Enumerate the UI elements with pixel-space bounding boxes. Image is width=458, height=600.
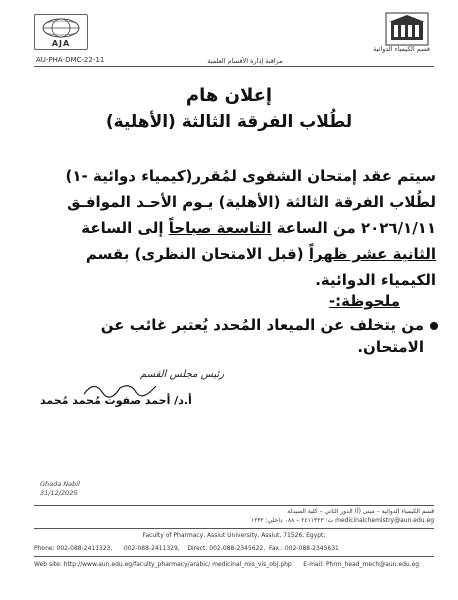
header-divider [34,66,434,67]
footer-arabic-address: قسم الكيمياء الدوائية – مبنى (أ) الدور الثاني – كلية الصيدلة [287,508,434,515]
footer-website[interactable]: Web site: http://www.aun.edu.eg/faculty_pharmacy/arabic/ medicinal_mis_vis_obj.php [34,561,292,568]
end-time: الثانية عشر ظهراً [308,245,436,263]
bullet-icon [430,322,438,330]
signatory-name: أ.د/ أحمد صفوت مُحمد مُحمد [40,394,192,407]
body-line-5: الكيمياء الدوائية. [315,271,436,289]
qa-unit-label: مراقبة إدارة الأقسام العلمية [207,57,283,65]
writer-date: 31/12/2025 [40,489,78,497]
aja-logo-text: AJA [51,38,71,48]
note-text: من يتخلف عن الميعاد المُحدد يُعتبر غائب عن الامتحان. [100,316,424,356]
footer-email[interactable]: E-mail: Phrm_head_mech@aun.edu.eg [303,561,420,568]
department-name: قسم الكيمياء الدوائية [373,45,430,53]
announcement-body [36,163,436,293]
body-line-2: لطُلاب الفرقة الثالثة (الأهلية) يـوم الأحـد الموافـق [67,193,436,211]
body-line-3 [36,215,436,241]
note-label: ملحوظة:- [328,292,400,310]
footer-divider-bottom [34,556,434,557]
footer-english-address: Faculty of Pharmacy, Assiut University, Assiut, 71526, Egypt; [142,532,326,539]
footer-phone: Phone: 002-088-2411323, [34,545,113,552]
announcement-title: إعلان هام [185,85,273,106]
footer-phone-2: 002-088-2411329, [123,545,180,552]
footer-phones [34,545,434,552]
document-code: AU-PHA-DMC-22-11 [36,56,105,64]
body-line-1: سيتم عقد إمتحان الشفوى لمُقرر(كيمياء دوائية -١) [65,167,436,185]
writer-name: Ghada Nabil [40,480,80,488]
footer-divider-top [34,505,434,506]
aja-logo [34,14,88,50]
footer-divider-middle [34,528,434,529]
start-time: التاسعة صباحاً [168,219,272,237]
writer-stamp [40,480,80,498]
body-line-4 [36,241,436,267]
footer-fax: Fax.: 002-088-2345631 [268,545,339,552]
signatory-title: رئيس مجلس القسم [140,369,225,380]
body-line-4-b: (قبل الامتحان النظرى) بقسم [85,245,309,263]
announcement-subtitle: لطُلاب الفرقة الثالثة (الأهلية) [105,112,353,132]
globe-icon [41,17,81,39]
faculty-logo-icon [385,12,429,46]
footer-direct: Direct: 002-088-2345622, [187,545,266,552]
body-line-3-a: ٢٠٢٦/١/١١ من الساعة [271,219,436,237]
footer-arabic-contact: medicinalchemistry@aun.edu.eg ت: ٢٤١١٣٢٣ – ٠٨٨ داخلي: ١٢٣٢ [250,517,434,524]
footer-web [34,561,434,568]
body-line-3-b: إلى الساعة [81,219,169,237]
